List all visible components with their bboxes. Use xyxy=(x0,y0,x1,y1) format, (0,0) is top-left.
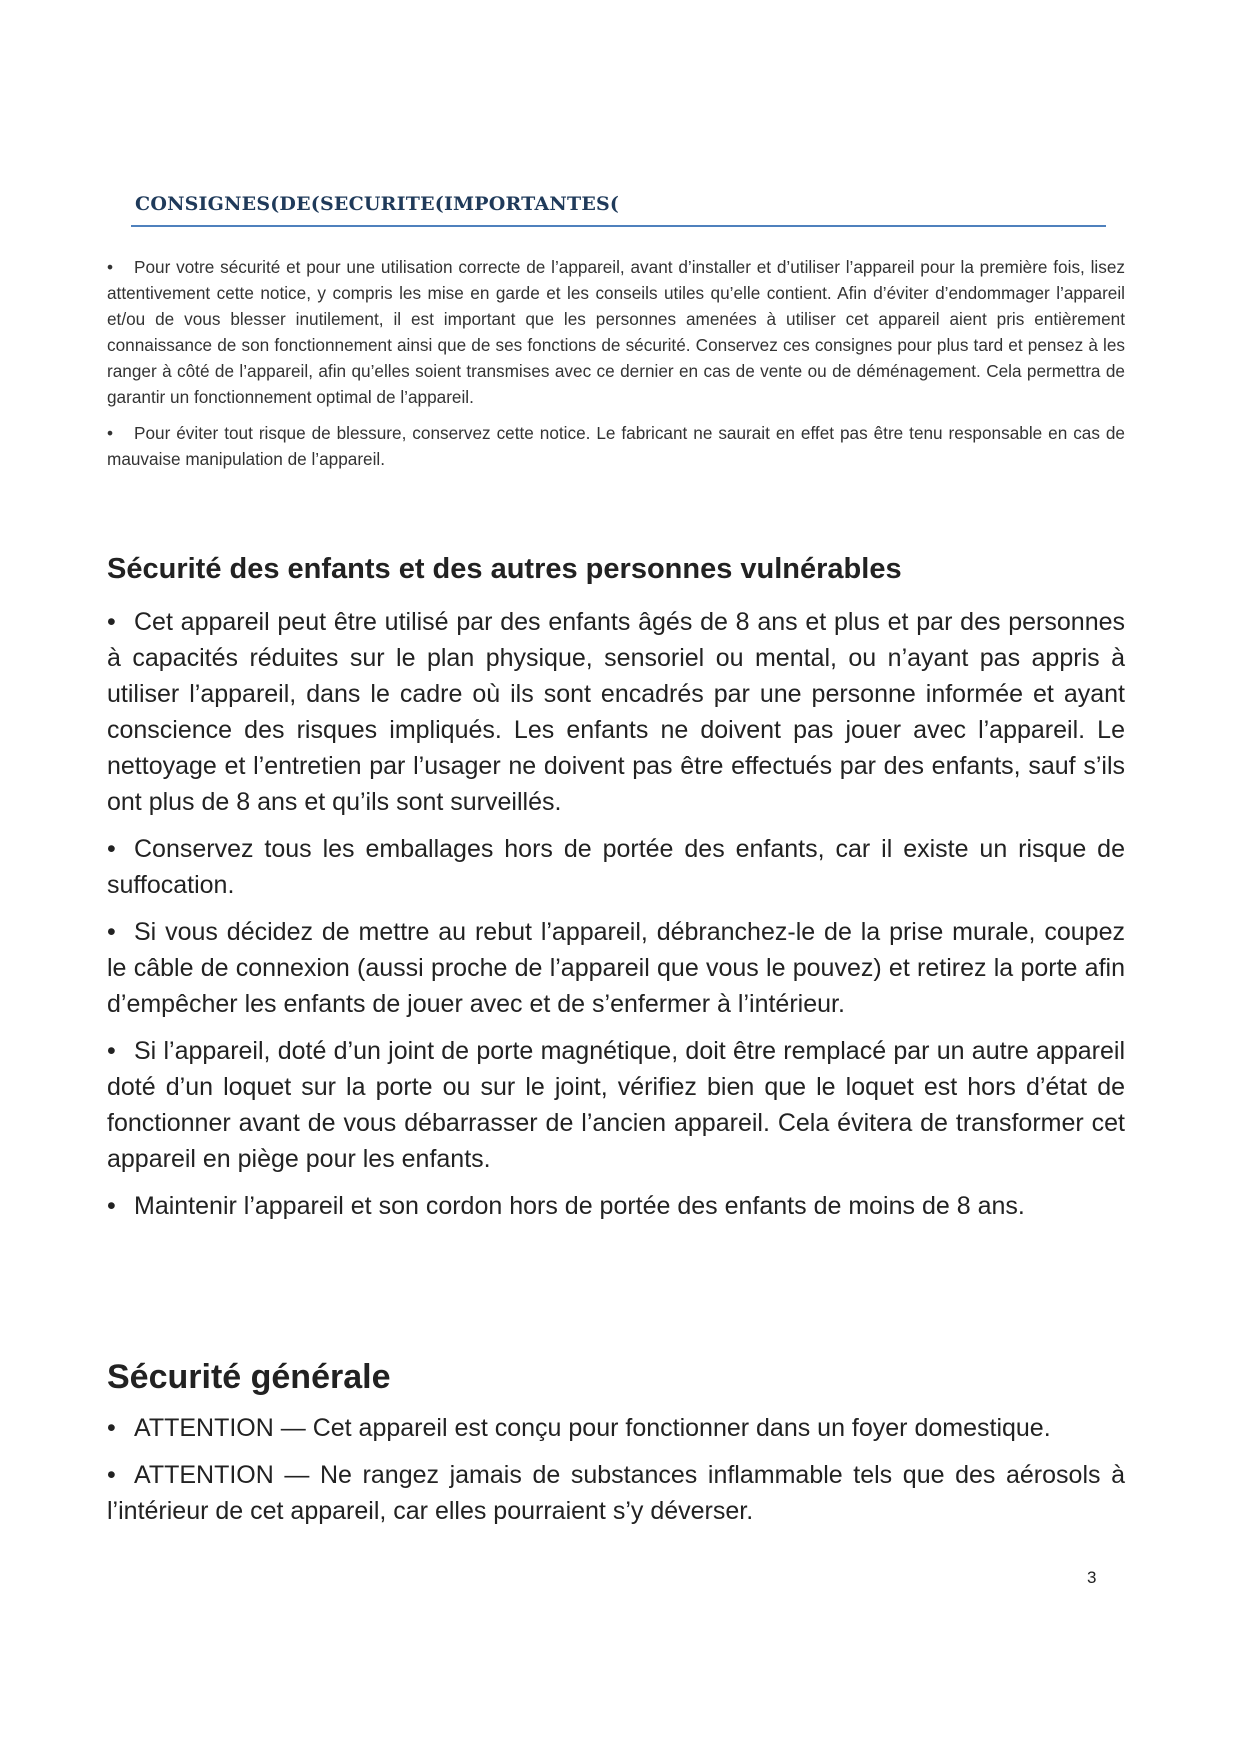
page-number: 3 xyxy=(1087,1568,1097,1587)
children-safety-heading: Sécurité des enfants et des autres personnes vulnérables xyxy=(107,553,902,585)
list-item xyxy=(107,1033,1125,1177)
list-item xyxy=(107,1410,1125,1446)
list-item-text: Si l’appareil, doté d’un joint de porte magnétique, doit être remplacé par un autre appareil doté d’un loquet sur la porte ou sur le joint, vérifiez bien que le loquet est hors d’état de fonctionner avant de vous débarrasser de l’ancien appareil. Cela évitera de transformer cet appareil en piège pour les enfants. xyxy=(107,1037,1125,1173)
list-item xyxy=(107,831,1125,903)
intro-block xyxy=(107,254,1125,482)
general-safety-heading: Sécurité générale xyxy=(107,1358,391,1396)
title-underline xyxy=(131,225,1106,227)
bullet-icon: • xyxy=(107,608,116,636)
list-item xyxy=(107,1457,1125,1529)
bullet-icon: • xyxy=(107,1414,116,1442)
bullet-icon: • xyxy=(107,257,114,277)
intro-text: Pour éviter tout risque de blessure, conservez cette notice. Le fabricant ne saurait en effet pas être tenu responsable en cas de mauvaise manipulation de l’appareil. xyxy=(107,423,1125,469)
intro-text: Pour votre sécurité et pour une utilisation correcte de l’appareil, avant d’installer et d’utiliser l’appareil pour la première fois, lisez attentivement cette notice, y compris les mise en garde et les conseils utiles qu’elle contient. Afin d’éviter d’endommager l’appareil et/ou de vous blesser inutilement, il est important que les personnes amenées à utiliser cet appareil aient pris entièrement connaissance de son fonctionnement ainsi que de ses fonctions de sécurité. Conservez ces consignes pour plus tard et pensez à les ranger à côté de l’appareil, afin qu’elles soient transmises avec ce dernier en cas de vente ou de déménagement. Cela permettra de garantir un fonctionnement optimal de l’appareil. xyxy=(107,257,1125,407)
list-item xyxy=(107,1188,1125,1224)
bullet-icon: • xyxy=(107,423,114,443)
bullet-icon: • xyxy=(107,835,116,863)
list-item-text: ATTENTION — Ne rangez jamais de substances inflammable tels que des aérosols à l’intérieur de cet appareil, car elles pourraient s’y déverser. xyxy=(107,1461,1125,1525)
list-item-text: Maintenir l’appareil et son cordon hors de portée des enfants de moins de 8 ans. xyxy=(134,1192,1025,1220)
list-item-text: Si vous décidez de mettre au rebut l’appareil, débranchez-le de la prise murale, coupez le câble de connexion (aussi proche de l’appareil que vous le pouvez) et retirez la porte afin d’empêcher les enfants de jouer avec et de s’enfermer à l’intérieur. xyxy=(107,918,1125,1018)
list-item-text: Cet appareil peut être utilisé par des enfants âgés de 8 ans et plus et par des personnes à capacités réduites sur le plan physique, sensoriel ou mental, ou n’ayant pas appris à utiliser l’appareil, dans le cadre où ils sont encadrés par une personne informée et ayant conscience des risques impliqués. Les enfants ne doivent pas jouer avec l’appareil. Le nettoyage et l’entretien par l’usager ne doivent pas être effectués par des enfants, sauf s’ils ont plus de 8 ans et qu’ils sont surveillés. xyxy=(107,608,1125,816)
bullet-icon: • xyxy=(107,1461,116,1489)
list-item xyxy=(107,604,1125,820)
bullet-icon: • xyxy=(107,1037,116,1065)
intro-paragraph xyxy=(107,420,1125,472)
intro-paragraph xyxy=(107,254,1125,410)
general-safety-list xyxy=(107,1410,1125,1540)
bullet-icon: • xyxy=(107,1192,116,1220)
list-item xyxy=(107,914,1125,1022)
bullet-icon: • xyxy=(107,918,116,946)
children-safety-list xyxy=(107,604,1125,1235)
list-item-text: ATTENTION — Cet appareil est conçu pour fonctionner dans un foyer domestique. xyxy=(134,1414,1051,1442)
page-title: CONSIGNES(DE(SECURITE(IMPORTANTES( xyxy=(135,193,620,215)
list-item-text: Conservez tous les emballages hors de portée des enfants, car il existe un risque de suffocation. xyxy=(107,835,1125,899)
